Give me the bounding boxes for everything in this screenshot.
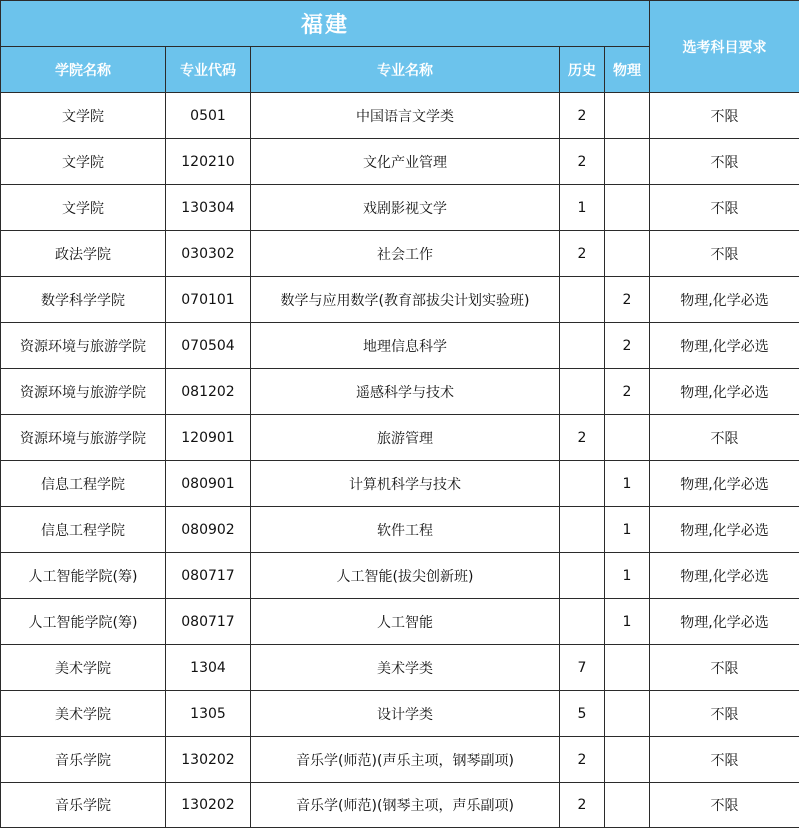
- major-cell: 文化产业管理: [251, 139, 560, 185]
- physics-cell: [605, 691, 650, 737]
- requirement-cell: 物理,化学必选: [650, 553, 799, 599]
- history-cell: 2: [560, 783, 605, 828]
- requirement-cell: 不限: [650, 231, 799, 277]
- history-cell: 2: [560, 231, 605, 277]
- major-cell: 人工智能(拔尖创新班): [251, 553, 560, 599]
- history-cell: 2: [560, 737, 605, 783]
- physics-cell: [605, 737, 650, 783]
- major-header: 专业名称: [251, 47, 560, 93]
- college-cell: 人工智能学院(筹): [1, 599, 166, 645]
- major-cell: 地理信息科学: [251, 323, 560, 369]
- code-cell: 130202: [166, 783, 251, 828]
- college-cell: 文学院: [1, 139, 166, 185]
- major-cell: 美术学类: [251, 645, 560, 691]
- table-row: [1, 691, 799, 737]
- college-cell: 音乐学院: [1, 737, 166, 783]
- major-cell: 计算机科学与技术: [251, 461, 560, 507]
- college-cell: 资源环境与旅游学院: [1, 323, 166, 369]
- physics-cell: [605, 231, 650, 277]
- requirement-cell: 不限: [650, 139, 799, 185]
- physics-header: 物理: [605, 47, 650, 93]
- code-cell: 080902: [166, 507, 251, 553]
- code-cell: 0501: [166, 93, 251, 139]
- physics-cell: [605, 93, 650, 139]
- requirement-cell: 不限: [650, 783, 799, 828]
- table-row: [1, 93, 799, 139]
- major-cell: 中国语言文学类: [251, 93, 560, 139]
- physics-cell: 1: [605, 553, 650, 599]
- physics-cell: 1: [605, 599, 650, 645]
- code-cell: 030302: [166, 231, 251, 277]
- code-cell: 070504: [166, 323, 251, 369]
- history-cell: 5: [560, 691, 605, 737]
- history-cell: 2: [560, 93, 605, 139]
- physics-cell: [605, 139, 650, 185]
- major-cell: 人工智能: [251, 599, 560, 645]
- table-row: [1, 369, 799, 415]
- table-row: [1, 553, 799, 599]
- table-row: [1, 231, 799, 277]
- history-cell: 2: [560, 139, 605, 185]
- history-cell: [560, 599, 605, 645]
- requirement-cell: 物理,化学必选: [650, 277, 799, 323]
- subject-requirement-header: 选考科目要求: [650, 1, 799, 93]
- college-cell: 信息工程学院: [1, 461, 166, 507]
- requirement-cell: 不限: [650, 737, 799, 783]
- physics-cell: [605, 415, 650, 461]
- college-cell: 音乐学院: [1, 783, 166, 828]
- code-cell: 120901: [166, 415, 251, 461]
- college-cell: 资源环境与旅游学院: [1, 415, 166, 461]
- table-row: [1, 599, 799, 645]
- table-row: [1, 461, 799, 507]
- table-row: [1, 277, 799, 323]
- major-cell: 软件工程: [251, 507, 560, 553]
- history-cell: 7: [560, 645, 605, 691]
- code-cell: 080717: [166, 553, 251, 599]
- college-cell: 文学院: [1, 185, 166, 231]
- requirement-cell: 物理,化学必选: [650, 461, 799, 507]
- requirement-cell: 不限: [650, 691, 799, 737]
- requirement-cell: 物理,化学必选: [650, 323, 799, 369]
- requirement-cell: 不限: [650, 645, 799, 691]
- history-cell: 2: [560, 415, 605, 461]
- code-cell: 120210: [166, 139, 251, 185]
- table-row: [1, 737, 799, 783]
- physics-cell: [605, 783, 650, 828]
- code-cell: 080901: [166, 461, 251, 507]
- code-cell: 130202: [166, 737, 251, 783]
- history-cell: [560, 277, 605, 323]
- requirement-cell: 不限: [650, 185, 799, 231]
- physics-cell: [605, 185, 650, 231]
- code-cell: 1304: [166, 645, 251, 691]
- history-cell: [560, 461, 605, 507]
- table-row: [1, 139, 799, 185]
- code-cell: 080717: [166, 599, 251, 645]
- table-row: [1, 783, 799, 828]
- table-row: [1, 185, 799, 231]
- requirement-cell: 物理,化学必选: [650, 369, 799, 415]
- major-cell: 设计学类: [251, 691, 560, 737]
- requirement-cell: 不限: [650, 93, 799, 139]
- college-cell: 信息工程学院: [1, 507, 166, 553]
- major-cell: 数学与应用数学(教育部拔尖计划实验班): [251, 277, 560, 323]
- code-cell: 1305: [166, 691, 251, 737]
- code-cell: 081202: [166, 369, 251, 415]
- physics-cell: 2: [605, 277, 650, 323]
- major-cell: 社会工作: [251, 231, 560, 277]
- physics-cell: 2: [605, 369, 650, 415]
- code-cell: 130304: [166, 185, 251, 231]
- history-cell: [560, 507, 605, 553]
- province-title: 福建: [1, 1, 650, 47]
- major-cell: 音乐学(师范)(钢琴主项，声乐副项): [251, 783, 560, 828]
- college-cell: 资源环境与旅游学院: [1, 369, 166, 415]
- table-row: [1, 645, 799, 691]
- physics-cell: [605, 645, 650, 691]
- college-cell: 美术学院: [1, 645, 166, 691]
- code-cell: 070101: [166, 277, 251, 323]
- history-cell: [560, 369, 605, 415]
- physics-cell: 2: [605, 323, 650, 369]
- college-cell: 美术学院: [1, 691, 166, 737]
- physics-cell: 1: [605, 507, 650, 553]
- history-cell: 1: [560, 185, 605, 231]
- college-cell: 政法学院: [1, 231, 166, 277]
- table-row: [1, 415, 799, 461]
- major-cell: 音乐学(师范)(声乐主项，钢琴副项): [251, 737, 560, 783]
- physics-cell: 1: [605, 461, 650, 507]
- college-cell: 人工智能学院(筹): [1, 553, 166, 599]
- title-row: [1, 1, 799, 47]
- requirement-cell: 物理,化学必选: [650, 507, 799, 553]
- major-cell: 遥感科学与技术: [251, 369, 560, 415]
- major-cell: 戏剧影视文学: [251, 185, 560, 231]
- code-header: 专业代码: [166, 47, 251, 93]
- history-cell: [560, 553, 605, 599]
- history-header: 历史: [560, 47, 605, 93]
- requirement-cell: 物理,化学必选: [650, 599, 799, 645]
- college-cell: 数学科学学院: [1, 277, 166, 323]
- college-header: 学院名称: [1, 47, 166, 93]
- history-cell: [560, 323, 605, 369]
- table-row: [1, 507, 799, 553]
- table-row: [1, 323, 799, 369]
- major-cell: 旅游管理: [251, 415, 560, 461]
- requirement-cell: 不限: [650, 415, 799, 461]
- college-cell: 文学院: [1, 93, 166, 139]
